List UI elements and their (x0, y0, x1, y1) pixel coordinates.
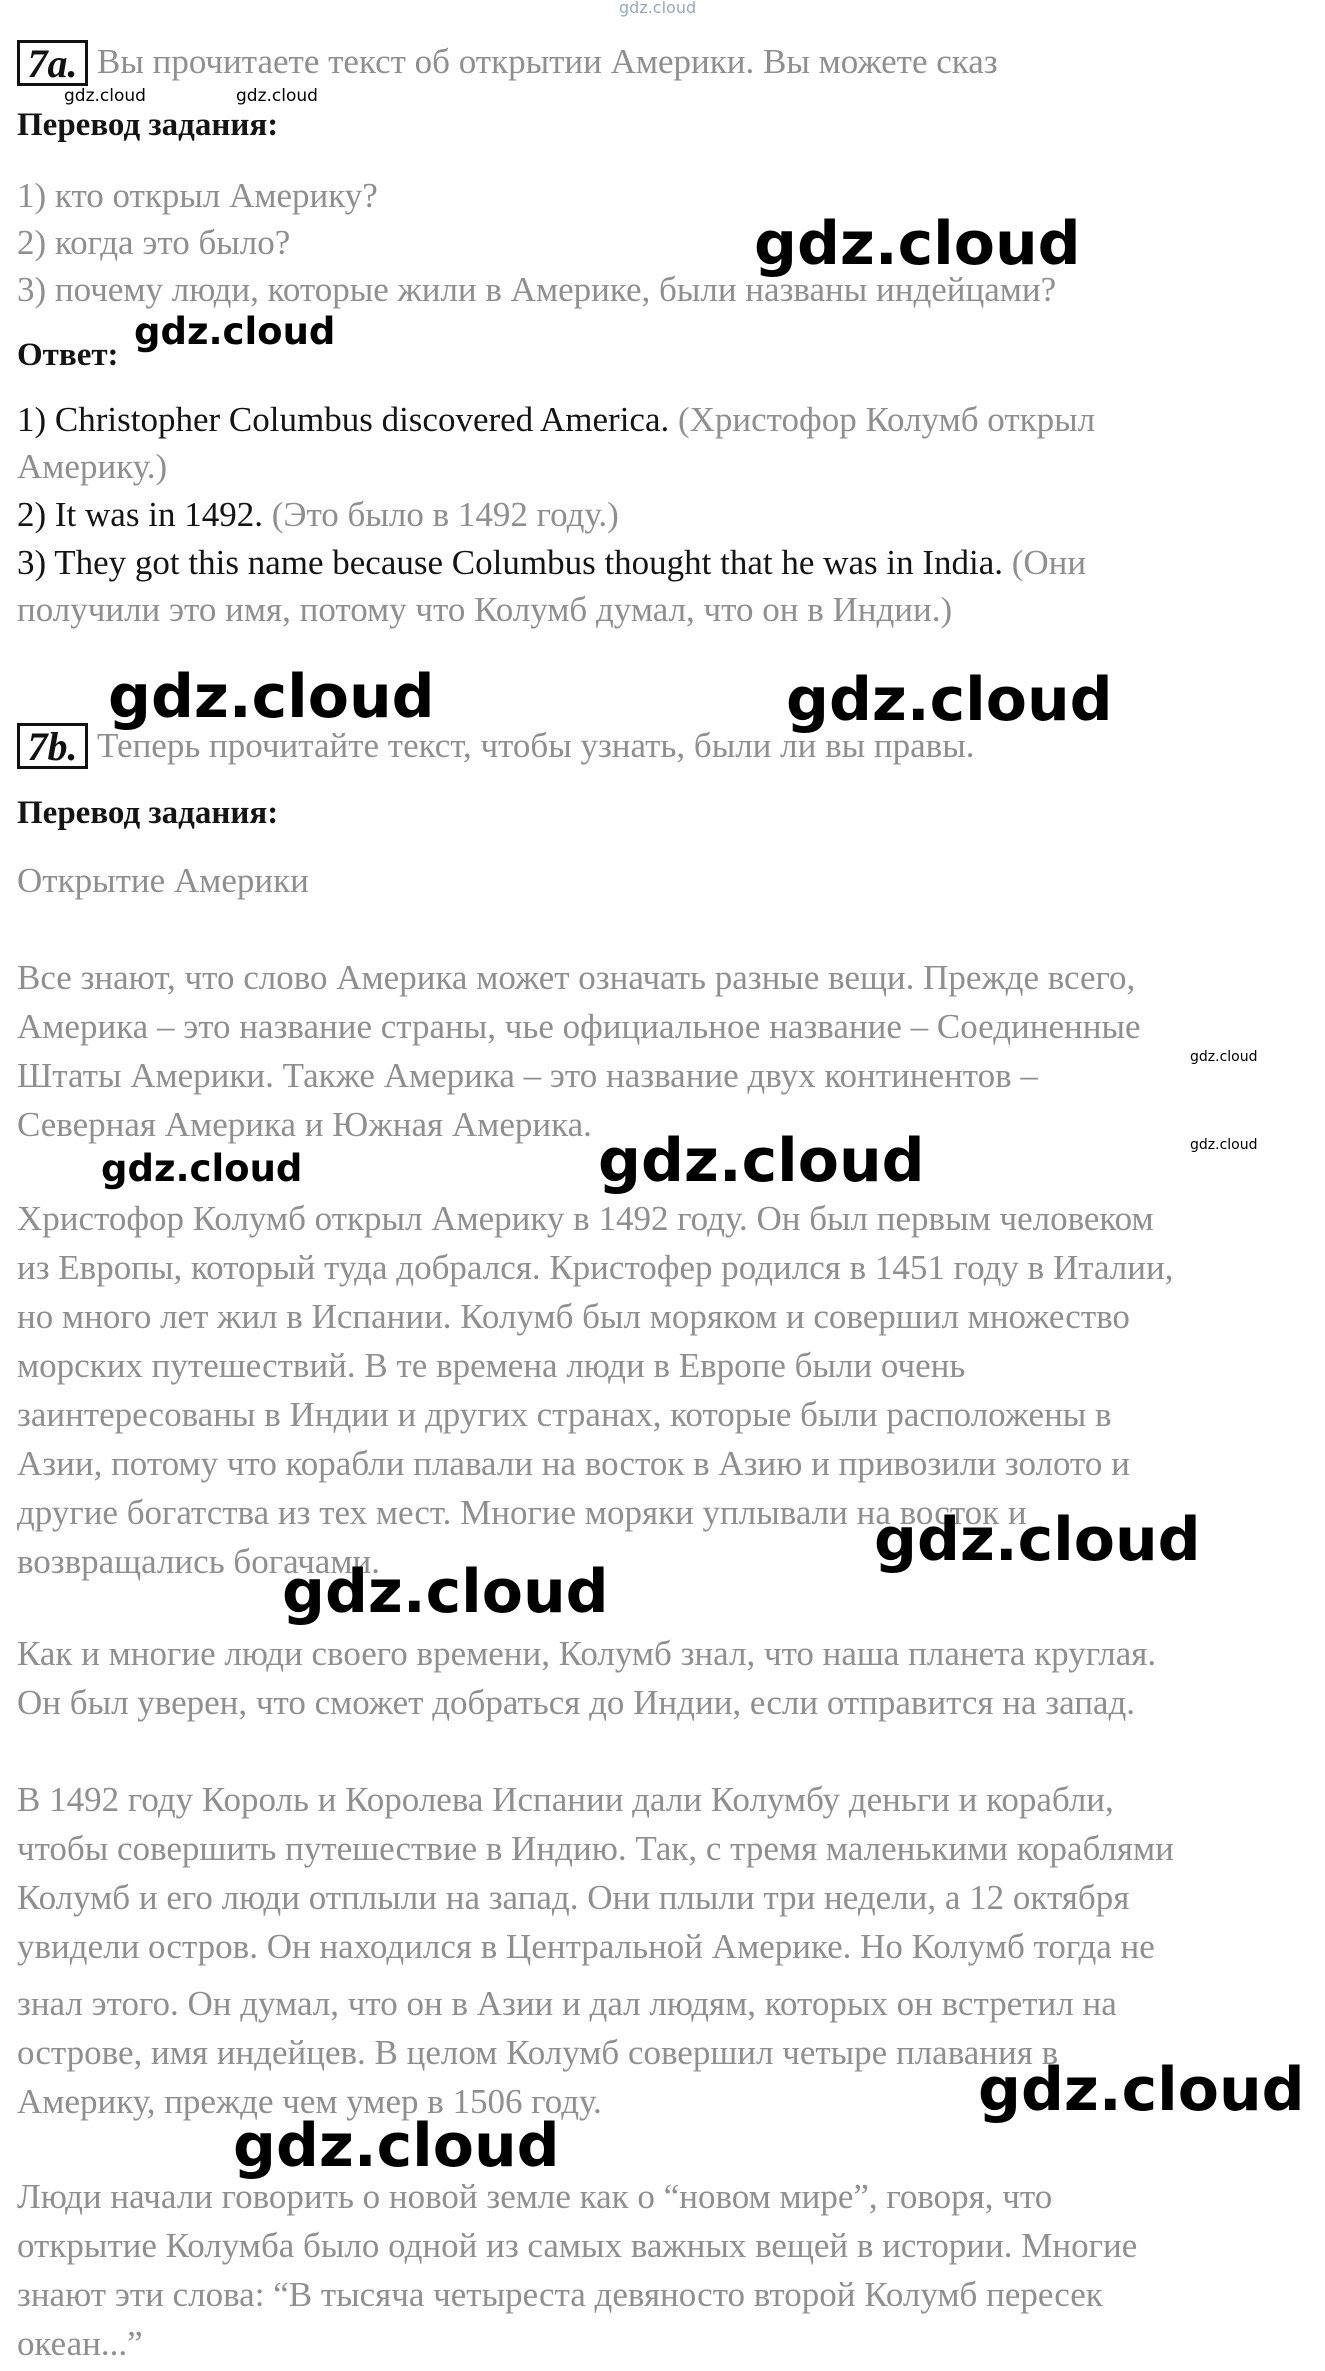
paragraph-1-line: Америка – это название страны, чье официальное название – Соединенные (17, 1007, 1141, 1046)
paragraph-3-line: Он был уверен, что сможет добраться до Индии, если отправится на запад. (17, 1683, 1136, 1722)
paragraph-4-line: Колумб и его люди отплыли на запад. Они плыли три недели, а 12 октября (17, 1878, 1130, 1917)
paragraph-6-line: открытие Колумба было одной из самых важных вещей в истории. Многие (17, 2226, 1138, 2265)
paragraph-1-line: Северная Америка и Южная Америка. (17, 1105, 592, 1144)
task-number-7a: 7a. (17, 40, 88, 86)
paragraph-1-line: Все знают, что слово Америка может означать разные вещи. Прежде всего, (17, 958, 1136, 997)
watermark-tiny: gdz.cloud (1190, 1137, 1258, 1153)
task-number-7b: 7b. (17, 723, 88, 769)
task-7b-instruction: Теперь прочитайте текст, чтобы узнать, были ли вы правы. (97, 726, 975, 765)
watermark-small: gdz.cloud (236, 86, 318, 106)
paragraph-5-line: знал этого. Он думал, что он в Азии и дал людям, которых он встретил на (17, 1984, 1117, 2023)
watermark: gdz.cloud (598, 1126, 925, 1196)
watermark: gdz.cloud (233, 2111, 560, 2181)
paragraph-4-line: чтобы совершить путешествие в Индию. Так, с тремя маленькими кораблями (17, 1829, 1174, 1868)
watermark-tiny: gdz.cloud (1190, 1049, 1258, 1065)
paragraph-2-line: морских путешествий. В те времена люди в Европе были очень (17, 1346, 966, 1385)
text-title: Открытие Америки (17, 861, 309, 900)
answer-heading: Ответ: (17, 337, 119, 373)
watermark: gdz.cloud (282, 1557, 609, 1627)
watermark: gdz.cloud (101, 1147, 303, 1190)
answer-3-line-2: получили это имя, потому что Колумб думал, что он в Индии.) (17, 590, 953, 629)
watermark-small: gdz.cloud (64, 86, 146, 106)
paragraph-5-line: Америку, прежде чем умер в 1506 году. (17, 2082, 602, 2121)
answer-3-en: 3) They got this name because Columbus thought that he was in India. (17, 543, 1003, 582)
watermark: gdz.cloud (978, 2055, 1305, 2125)
watermark: gdz.cloud (108, 662, 435, 732)
paragraph-6-line: знают эти слова: “В тысяча четыреста девяносто второй Колумб пересек (17, 2275, 1103, 2314)
paragraph-4-line: В 1492 году Король и Королева Испании дали Колумбу деньги и корабли, (17, 1780, 1114, 1819)
answer-2-line (17, 491, 619, 539)
paragraph-3-line: Как и многие люди своего времени, Колумб знал, что наша планета круглая. (17, 1634, 1157, 1673)
question-2: 2) когда это было? (17, 223, 291, 262)
paragraph-2-line: другие богатства из тех мест. Многие моряки уплывали на восток и (17, 1493, 1027, 1532)
paragraph-1-line: Штаты Америки. Также Америка – это название двух континентов – (17, 1056, 1038, 1095)
paragraph-2-line: но много лет жил в Испании. Колумб был моряком и совершил множество (17, 1297, 1130, 1336)
answer-3-ru: (Они (1011, 543, 1087, 582)
paragraph-5-line: острове, имя индейцев. В целом Колумб совершил четыре плавания в (17, 2033, 1059, 2072)
answer-1-line-2: Америку.) (17, 447, 168, 486)
question-3: 3) почему люди, которые жили в Америке, были названы индейцами? (17, 270, 1057, 309)
question-1: 1) кто открыл Америку? (17, 176, 378, 215)
answer-1-en: 1) Christopher Columbus discovered America. (17, 400, 670, 439)
watermark: gdz.cloud (134, 310, 336, 353)
answer-2-ru: (Это было в 1492 году.) (271, 495, 619, 534)
translation-heading-7a: Перевод задания: (17, 107, 279, 143)
answer-2-en: 2) It was in 1492. (17, 495, 263, 534)
answer-1-ru: (Христофор Колумб открыл (677, 400, 1096, 439)
answer-1-line-1 (17, 396, 1095, 444)
watermark: gdz.cloud (754, 209, 1081, 279)
translation-heading-7b: Перевод задания: (17, 795, 279, 831)
paragraph-6-line: океан...” (17, 2324, 143, 2363)
answer-3-line-1 (17, 539, 1086, 587)
task-7a-instruction: Вы прочитаете текст об открытии Америки. Вы можете сказ (97, 42, 998, 81)
paragraph-2-line: заинтересованы в Индии и других странах, которые были расположены в (17, 1395, 1112, 1434)
paragraph-2-line: возвращались богачами. (17, 1542, 380, 1581)
watermark: gdz.cloud (786, 665, 1113, 735)
top-watermark: gdz.cloud (619, 0, 697, 17)
paragraph-2-line: из Европы, который туда добрался. Кристофер родился в 1451 году в Италии, (17, 1248, 1174, 1287)
paragraph-4-line: увидели остров. Он находился в Центральной Америке. Но Колумб тогда не (17, 1927, 1155, 1966)
paragraph-2-line: Христофор Колумб открыл Америку в 1492 году. Он был первым человеком (17, 1199, 1154, 1238)
paragraph-2-line: Азии, потому что корабли плавали на восток в Азию и привозили золото и (17, 1444, 1130, 1483)
paragraph-6-line: Люди начали говорить о новой земле как о “новом мире”, говоря, что (17, 2177, 1053, 2216)
watermark: gdz.cloud (874, 1505, 1201, 1575)
